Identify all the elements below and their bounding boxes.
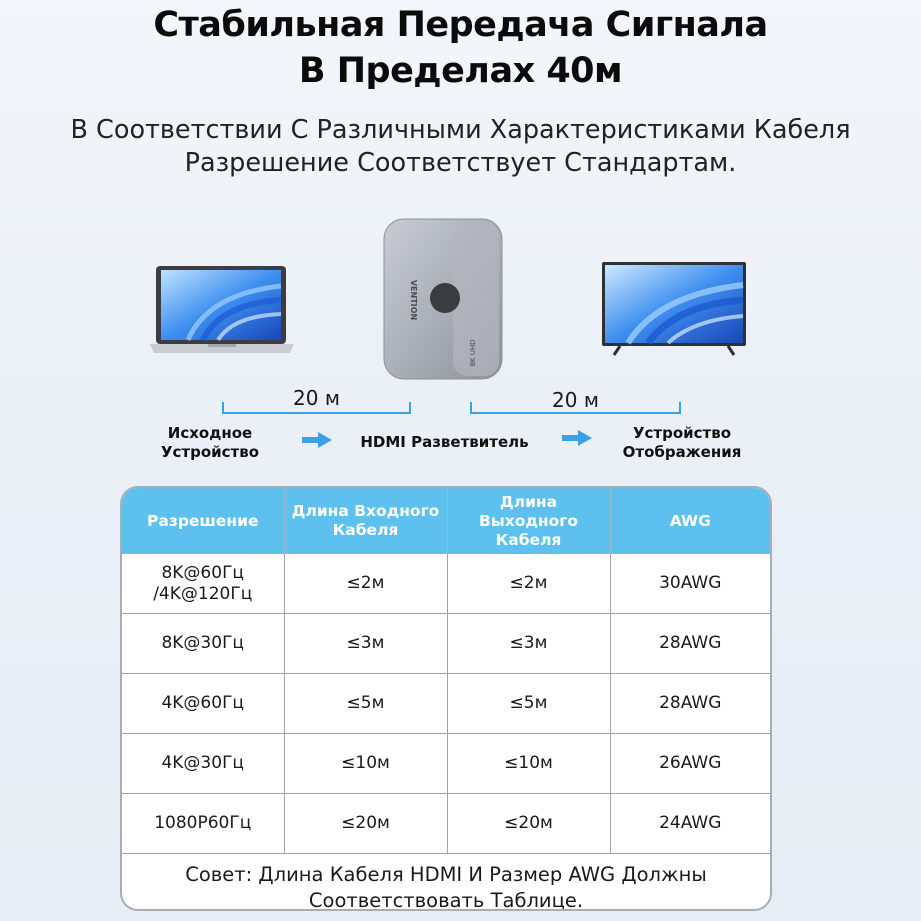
cell-resolution: 8K@30Гц — [122, 614, 284, 674]
cell-output-length: ≤10м — [447, 734, 610, 794]
cell-resolution: 4K@60Гц — [122, 674, 284, 734]
note-line-2: Соответствовать Таблице. — [308, 889, 584, 911]
header-output-cable: Длина Выходного Кабеля — [447, 488, 610, 554]
table-row — [122, 734, 770, 794]
note-line-1: Совет: Длина Кабеля HDMI И Размер AWG Должны — [185, 863, 707, 886]
display-label-line-1: Устройство — [632, 424, 732, 442]
table-header-row — [122, 488, 770, 554]
splitter-label: HDMI Разветвитель — [360, 433, 529, 451]
table-row — [122, 794, 770, 854]
device-brand-text: VENTION — [409, 279, 418, 321]
distance-right-label: 20 м — [552, 388, 599, 412]
tv-monitor-icon — [598, 260, 750, 356]
source-device-label — [150, 424, 270, 462]
laptop-icon — [148, 264, 296, 356]
table-row — [122, 554, 770, 614]
cell-resolution: 8K@60Гц /4K@120Гц — [122, 554, 284, 614]
source-label-line-2: Устройство — [160, 443, 260, 461]
display-device-label — [612, 424, 752, 462]
cell-awg: 28AWG — [610, 614, 770, 674]
cell-input-length: ≤20м — [284, 794, 447, 854]
distance-left-label: 20 м — [293, 386, 340, 410]
device-model-text: 8K UHD — [469, 339, 477, 367]
table-note — [122, 854, 770, 911]
source-label-line-1: Исходное — [167, 424, 253, 442]
display-label-line-2: Отображения — [622, 443, 742, 461]
cell-input-length: ≤10м — [284, 734, 447, 794]
cell-awg: 30AWG — [610, 554, 770, 614]
cell-output-length: ≤2м — [447, 554, 610, 614]
subtitle-line-2: Разрешение Соответствует Стандартам. — [184, 148, 737, 178]
page-title — [0, 2, 921, 94]
header-input-cable: Длина Входного Кабеля — [284, 488, 447, 554]
arrow-right-icon — [302, 432, 332, 448]
cell-awg: 26AWG — [610, 734, 770, 794]
cell-output-length: ≤3м — [447, 614, 610, 674]
title-line-1: Стабильная Передача Сигнала — [153, 5, 768, 45]
cell-awg: 28AWG — [610, 674, 770, 734]
table-row — [122, 674, 770, 734]
cell-input-length: ≤3м — [284, 614, 447, 674]
hdmi-splitter-device-icon — [383, 218, 503, 380]
cell-awg: 24AWG — [610, 794, 770, 854]
header-resolution: Разрешение — [122, 488, 284, 554]
cell-output-length: ≤5м — [447, 674, 610, 734]
cell-input-length: ≤5м — [284, 674, 447, 734]
cell-resolution: 1080P60Гц — [122, 794, 284, 854]
compatibility-table — [120, 486, 772, 911]
header-awg: AWG — [610, 488, 770, 554]
arrow-right-icon — [562, 430, 592, 446]
table-row — [122, 614, 770, 674]
cell-input-length: ≤2м — [284, 554, 447, 614]
cell-resolution: 4K@30Гц — [122, 734, 284, 794]
cell-output-length: ≤20м — [447, 794, 610, 854]
page-subtitle — [0, 114, 921, 180]
title-line-2: В Пределах 40м — [298, 51, 623, 91]
subtitle-line-1: В Соответствии С Различными Характеристиками Кабеля — [70, 115, 851, 145]
